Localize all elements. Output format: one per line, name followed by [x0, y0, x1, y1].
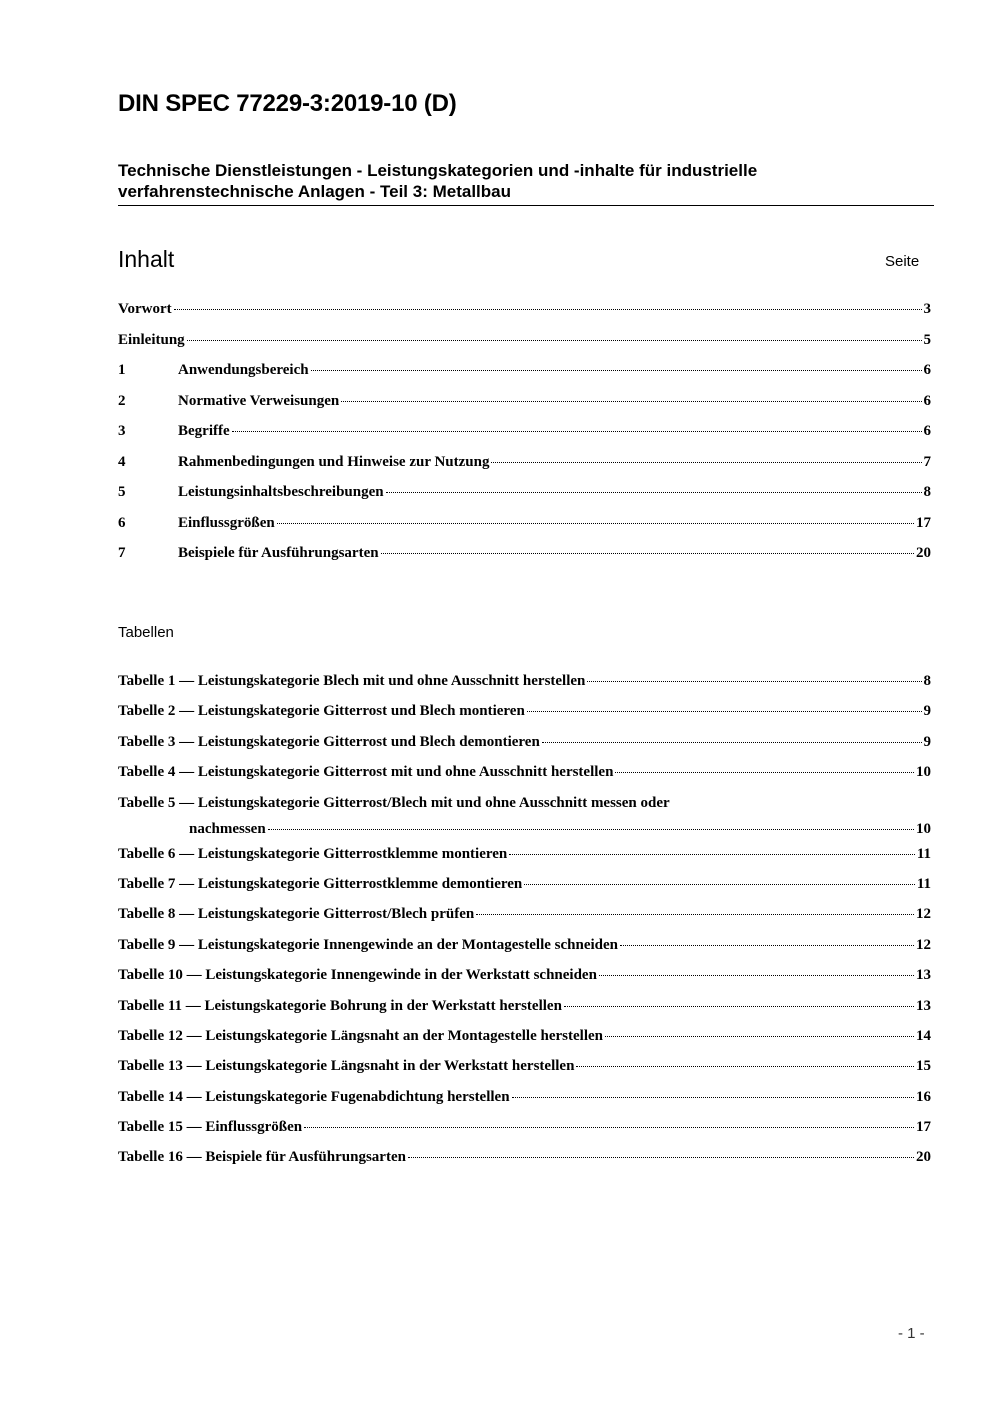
document-id: DIN SPEC 77229-3:2019-10 (D) — [118, 90, 457, 117]
table-entry-page: 11 — [916, 875, 931, 892]
table-entry-page: 8 — [923, 673, 931, 689]
toc-entry-number: 3 — [118, 423, 126, 439]
table-entry[interactable] — [118, 673, 931, 703]
table-entry-label: Tabelle 9 — Leistungskategorie Innengewinde an der Montagestelle schneiden — [118, 936, 619, 953]
table-entry[interactable] — [118, 764, 931, 794]
dot-leader — [386, 491, 922, 493]
toc-entry[interactable] — [118, 332, 931, 363]
table-of-contents — [118, 301, 931, 576]
toc-entry-page: 5 — [923, 331, 931, 348]
table-entry[interactable] — [118, 937, 931, 967]
toc-entry[interactable] — [118, 362, 931, 393]
page-number: - 1 - — [898, 1325, 925, 1342]
table-entry[interactable] — [118, 703, 931, 733]
table-entry-label: Tabelle 3 — Leistungskategorie Gitterrost und Blech demontieren — [118, 733, 540, 750]
dot-leader — [605, 1035, 914, 1037]
dot-leader — [304, 1126, 914, 1128]
dot-leader — [476, 913, 914, 915]
dot-leader — [491, 461, 921, 463]
table-entry-label: Tabelle 10 — Leistungskategorie Innengewinde in der Werkstatt schneiden — [118, 967, 597, 984]
table-entry-page: 15 — [916, 1058, 931, 1075]
table-entry[interactable] — [118, 1028, 931, 1058]
toc-entry-label: Anwendungsbereich — [178, 362, 309, 378]
toc-entry-page: 6 — [923, 423, 931, 439]
toc-entry[interactable] — [118, 393, 931, 424]
table-entry-label: Tabelle 7 — Leistungskategorie Gitterrostklemme demontieren — [118, 875, 523, 892]
table-entry-continuation — [118, 821, 931, 838]
dot-leader — [527, 710, 922, 712]
toc-entry-page: 6 — [923, 392, 931, 409]
table-entry[interactable] — [118, 734, 931, 764]
document-title-line-1: Technische Dienstleistungen - Leistungskategorien und -inhalte für industrielle — [118, 161, 758, 180]
table-entry[interactable] — [118, 1089, 931, 1119]
table-entry-label: Tabelle 4 — Leistungskategorie Gitterrost mit und ohne Ausschnitt herstellen — [118, 764, 614, 781]
toc-entry-number: 5 — [118, 484, 126, 500]
table-entry[interactable] — [118, 1149, 931, 1179]
table-entry[interactable] — [118, 967, 931, 997]
toc-entry-number: 6 — [118, 514, 126, 531]
dot-leader — [615, 771, 914, 773]
table-entry[interactable] — [118, 998, 931, 1028]
table-entry-page: 16 — [916, 1088, 931, 1105]
table-entry-label: Tabelle 1 — Leistungskategorie Blech mit und ohne Ausschnitt herstellen — [118, 673, 586, 689]
table-entry-page: 11 — [916, 845, 931, 862]
dot-leader — [620, 944, 914, 946]
toc-entry-number: 2 — [118, 392, 126, 409]
toc-entry[interactable] — [118, 515, 931, 546]
table-entry-label: Tabelle 11 — Leistungskategorie Bohrung in der Werkstatt herstellen — [118, 997, 562, 1014]
toc-entry-page: 6 — [923, 362, 931, 378]
table-entry[interactable] — [118, 795, 931, 846]
table-entry-label: Tabelle 14 — Leistungskategorie Fugenabdichtung herstellen — [118, 1088, 510, 1105]
table-entry-label: Tabelle 12 — Leistungskategorie Längsnaht an der Montagestelle herstellen — [118, 1027, 603, 1044]
toc-entry-page: 8 — [923, 484, 931, 500]
toc-entry-label: Vorwort — [118, 301, 172, 317]
toc-entry-label: Normative Verweisungen — [178, 392, 340, 409]
table-entry-page: 10 — [916, 821, 931, 838]
tables-heading: Tabellen — [118, 624, 174, 641]
table-entry[interactable] — [118, 1058, 931, 1088]
list-of-tables — [118, 673, 931, 1180]
table-entry-label: Tabelle 8 — Leistungskategorie Gitterrost/Blech prüfen — [118, 906, 475, 923]
toc-entry[interactable] — [118, 423, 931, 454]
toc-entry-number: 4 — [118, 453, 126, 470]
page-column-label: Seite — [885, 253, 920, 270]
table-entry[interactable] — [118, 876, 931, 906]
dot-leader — [542, 741, 922, 743]
table-entry-label: Tabelle 6 — Leistungskategorie Gitterrostklemme montieren — [118, 845, 508, 862]
table-entry-page: 9 — [923, 733, 931, 750]
table-entry[interactable] — [118, 1119, 931, 1149]
toc-entry-page: 20 — [916, 545, 931, 561]
dot-leader — [564, 1005, 914, 1007]
toc-entry-page: 3 — [923, 301, 931, 317]
table-entry-label: Tabelle 5 — Leistungskategorie Gitterrost/Blech mit und ohne Ausschnitt messen oder — [118, 794, 670, 811]
table-entry-label-continued: nachmessen — [189, 821, 266, 838]
toc-entry-label: Begriffe — [178, 423, 230, 439]
dot-leader — [576, 1065, 914, 1067]
table-entry-page: 9 — [923, 703, 931, 720]
toc-entry[interactable] — [118, 484, 931, 515]
table-entry-page: 20 — [916, 1149, 931, 1166]
table-entry-label: Tabelle 13 — Leistungskategorie Längsnaht in der Werkstatt herstellen — [118, 1058, 575, 1075]
dot-leader — [311, 369, 922, 371]
dot-leader — [587, 680, 921, 682]
table-entry[interactable] — [118, 846, 931, 876]
toc-entry-label: Einleitung — [118, 331, 185, 348]
table-entry-page: 10 — [916, 764, 931, 781]
toc-entry-page: 7 — [923, 453, 931, 470]
dot-leader — [187, 339, 922, 341]
toc-entry[interactable] — [118, 454, 931, 485]
document-title-line-2: verfahrenstechnische Anlagen - Teil 3: Metallbau — [118, 182, 511, 201]
dot-leader — [268, 828, 914, 830]
table-entry-page: 17 — [916, 1119, 931, 1136]
dot-leader — [277, 522, 914, 524]
dot-leader — [174, 308, 922, 310]
toc-entry[interactable] — [118, 301, 931, 332]
table-entry-page: 13 — [916, 967, 931, 984]
toc-entry-label: Beispiele für Ausführungsarten — [178, 545, 379, 561]
table-entry[interactable] — [118, 906, 931, 936]
dot-leader — [232, 430, 922, 432]
toc-entry-label: Leistungsinhaltsbeschreibungen — [178, 484, 384, 500]
dot-leader — [599, 974, 914, 976]
toc-entry-label: Einflussgrößen — [178, 514, 275, 531]
table-entry-label: Tabelle 16 — Beispiele für Ausführungsarten — [118, 1149, 406, 1166]
dot-leader — [512, 1096, 914, 1098]
contents-heading: Inhalt — [118, 246, 175, 272]
table-entry-page: 12 — [916, 906, 931, 923]
table-entry-label: Tabelle 2 — Leistungskategorie Gitterrost und Blech montieren — [118, 703, 525, 720]
toc-entry[interactable] — [118, 545, 931, 576]
document-title — [118, 160, 934, 206]
table-entry-page: 12 — [916, 936, 931, 953]
dot-leader — [509, 853, 915, 855]
dot-leader — [341, 400, 921, 402]
table-entry-page: 13 — [916, 997, 931, 1014]
toc-entry-number: 7 — [118, 545, 126, 561]
toc-entry-page: 17 — [916, 514, 931, 531]
dot-leader — [524, 883, 915, 885]
table-entry-page: 14 — [916, 1027, 931, 1044]
toc-entry-label: Rahmenbedingungen und Hinweise zur Nutzung — [178, 453, 490, 470]
dot-leader — [408, 1156, 914, 1158]
toc-entry-number: 1 — [118, 362, 126, 378]
table-entry-label: Tabelle 15 — Einflussgrößen — [118, 1119, 303, 1136]
dot-leader — [381, 552, 914, 554]
